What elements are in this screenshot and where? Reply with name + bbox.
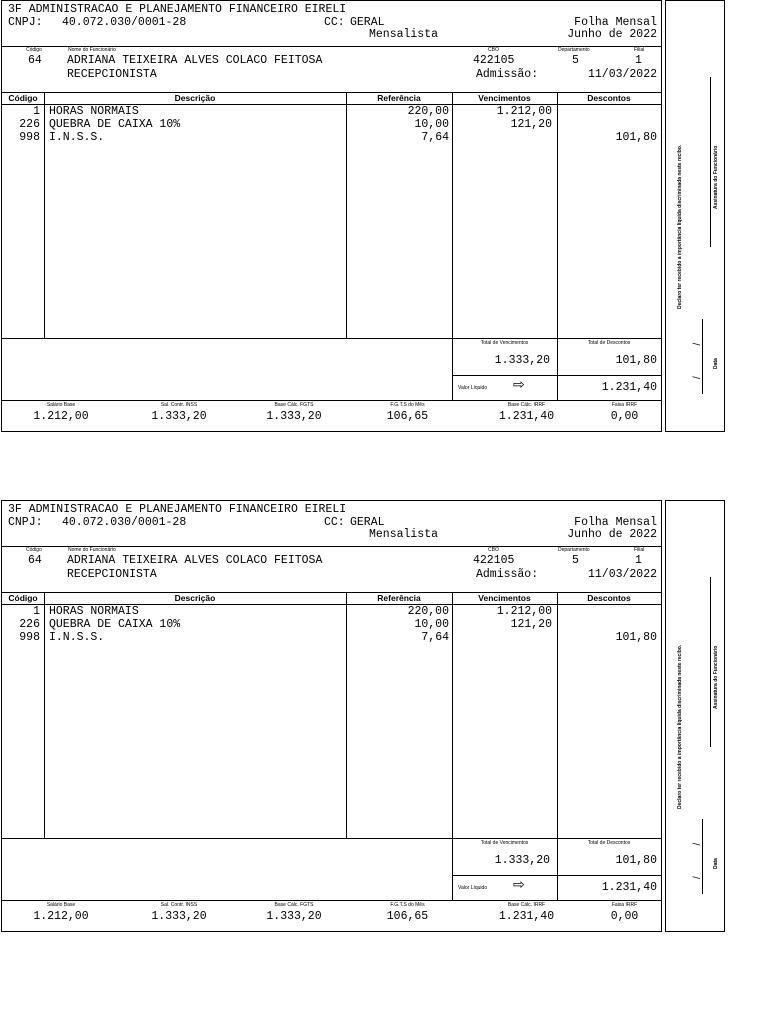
code-caption: Código <box>26 47 42 53</box>
footer-value: 1.231,40 <box>498 910 555 923</box>
row-reference: 7,64 <box>421 631 449 644</box>
payroll-type: Mensalista <box>369 528 439 541</box>
cc-label: CC: <box>324 516 345 529</box>
col-header-description: Descrição <box>174 93 216 103</box>
row-code: 998 <box>19 131 40 144</box>
cnpj-label: CNPJ: <box>8 16 43 29</box>
footer-value: 1.333,20 <box>266 910 322 923</box>
earnings-table <box>2 92 661 338</box>
net-caption: Valor Líquido <box>458 885 488 891</box>
row-reference: 7,64 <box>421 131 449 144</box>
employee-branch: 1 <box>635 54 642 67</box>
sheet-title: Folha Mensal <box>574 516 657 529</box>
footer-label: F.G.T.S do Mês <box>390 402 425 408</box>
total-deductions-caption: Total de Descontos <box>587 340 631 346</box>
row-earnings: 121,20 <box>510 118 552 131</box>
footer-value: 1.212,00 <box>33 410 89 423</box>
payslip-copy-1 <box>1 0 724 432</box>
total-deductions: 101,80 <box>615 354 657 367</box>
payslip-main <box>1 0 662 432</box>
row-description: HORAS NORMAIS <box>49 105 139 118</box>
row-reference: 220,00 <box>407 105 449 118</box>
row-description: I.N.S.S. <box>49 131 105 144</box>
col-header-reference: Referência <box>377 93 421 103</box>
col-header-code: Código <box>8 593 38 603</box>
arrow-right-icon: ⇨ <box>513 876 525 892</box>
employee-dept: 5 <box>572 54 579 67</box>
col-header-reference: Referência <box>377 593 421 603</box>
total-earnings: 1.333,20 <box>494 854 550 867</box>
total-earnings: 1.333,20 <box>494 354 550 367</box>
total-deductions-caption: Total de Descontos <box>587 840 631 846</box>
arrow-right-icon: ⇨ <box>513 376 525 392</box>
row-earnings: 1.212,00 <box>496 605 552 618</box>
footer-label: Base Cálc. FGTS <box>274 902 314 908</box>
branch-caption: Filial <box>634 47 645 53</box>
signature-caption: Assinatura do Funcionário <box>713 145 719 209</box>
signature-line <box>710 577 711 747</box>
cnpj-label: CNPJ: <box>8 516 43 529</box>
signature-line <box>710 77 711 247</box>
employee-name: ADRIANA TEIXEIRA ALVES COLACO FEITOSA <box>67 54 323 67</box>
row-code: 226 <box>19 118 40 131</box>
date-caption: Data <box>713 358 719 369</box>
period: Junho de 2022 <box>567 528 657 541</box>
signature-caption: Assinatura do Funcionário <box>713 645 719 709</box>
date-slashes: / / <box>692 328 703 379</box>
footer-label: Base Cálc. FGTS <box>274 402 314 408</box>
footer-label: Salário Base <box>46 402 76 408</box>
row-description: QUEBRA DE CAIXA 10% <box>49 118 181 131</box>
footer-label: Sal. Contr. INSS <box>160 402 198 408</box>
period: Junho de 2022 <box>567 28 657 41</box>
row-code: 1 <box>33 105 40 118</box>
admission-date: 11/03/2022 <box>587 568 657 581</box>
branch-caption: Filial <box>634 547 645 553</box>
employee-code: 64 <box>28 554 42 567</box>
row-reference: 220,00 <box>407 605 449 618</box>
receipt-declaration: Declaro ter recebido a importância líquida discriminada neste recibo. <box>677 144 683 309</box>
total-earnings-caption: Total de Vencimentos <box>480 840 529 846</box>
employee-code: 64 <box>28 54 42 67</box>
row-code: 226 <box>19 618 40 631</box>
total-earnings-caption: Total de Vencimentos <box>480 340 529 346</box>
footer-label: F.G.T.S do Mês <box>390 902 425 908</box>
cbo-caption: CBO <box>488 547 499 553</box>
employee-cbo: 422105 <box>473 54 515 67</box>
footer-label: Faixa IRRF <box>611 402 638 408</box>
employee-role: RECEPCIONISTA <box>67 568 157 581</box>
employee-cbo: 422105 <box>473 554 515 567</box>
footer-value: 1.333,20 <box>151 910 207 923</box>
employee-role: RECEPCIONISTA <box>67 68 157 81</box>
footer-label: Sal. Contr. INSS <box>160 902 198 908</box>
admission-label: Admissão: <box>476 568 539 581</box>
row-description: QUEBRA DE CAIXA 10% <box>49 618 181 631</box>
employee-dept: 5 <box>572 554 579 567</box>
footer-value: 0,00 <box>610 410 639 423</box>
col-header-deductions: Descontos <box>587 593 631 603</box>
date-caption: Data <box>713 858 719 869</box>
cnpj-value: 40.072.030/0001-28 <box>62 16 187 29</box>
cc-value: GERAL <box>350 516 385 529</box>
footer-value: 106,65 <box>386 410 429 423</box>
code-caption: Código <box>26 547 42 553</box>
footer-value: 1.333,20 <box>151 410 207 423</box>
row-deductions: 101,80 <box>615 131 657 144</box>
col-header-earnings: Vencimentos <box>478 93 531 103</box>
net-caption: Valor Líquido <box>458 385 488 391</box>
footer-value: 106,65 <box>386 910 429 923</box>
employee-name: ADRIANA TEIXEIRA ALVES COLACO FEITOSA <box>67 554 323 567</box>
receipt-stub <box>665 0 725 432</box>
company-name: 3F ADMINISTRACAO E PLANEJAMENTO FINANCEIRO EIRELI <box>8 3 347 16</box>
cbo-caption: CBO <box>488 47 499 53</box>
footer-label: Salário Base <box>46 902 76 908</box>
cc-label: CC: <box>324 16 345 29</box>
col-header-code: Código <box>8 93 38 103</box>
employee-branch: 1 <box>635 554 642 567</box>
receipt-stub <box>665 500 725 932</box>
footer-value: 1.212,00 <box>33 910 89 923</box>
net-value: 1.231,40 <box>601 881 657 894</box>
row-reference: 10,00 <box>414 118 449 131</box>
receipt-declaration: Declaro ter recebido a importância líquida discriminada neste recibo. <box>677 644 683 809</box>
row-earnings: 1.212,00 <box>496 105 552 118</box>
admission-label: Admissão: <box>476 68 539 81</box>
cc-value: GERAL <box>350 16 385 29</box>
name-caption: Nome do Funcionário <box>68 47 116 53</box>
row-description: I.N.S.S. <box>49 631 105 644</box>
col-header-deductions: Descontos <box>587 93 631 103</box>
footer-value: 0,00 <box>610 910 639 923</box>
col-header-earnings: Vencimentos <box>478 593 531 603</box>
payslip-copy-2 <box>1 500 724 932</box>
row-deductions: 101,80 <box>615 631 657 644</box>
col-header-description: Descrição <box>174 593 216 603</box>
total-deductions: 101,80 <box>615 854 657 867</box>
payslip-main <box>1 500 662 932</box>
company-name: 3F ADMINISTRACAO E PLANEJAMENTO FINANCEIRO EIRELI <box>8 503 347 516</box>
name-caption: Nome do Funcionário <box>68 547 116 553</box>
cnpj-value: 40.072.030/0001-28 <box>62 516 187 529</box>
row-description: HORAS NORMAIS <box>49 605 139 618</box>
footer-label: Base Cálc. IRRF <box>507 902 546 908</box>
row-code: 998 <box>19 631 40 644</box>
earnings-table <box>2 592 661 838</box>
date-slashes: / / <box>692 828 703 879</box>
row-reference: 10,00 <box>414 618 449 631</box>
row-code: 1 <box>33 605 40 618</box>
footer-value: 1.231,40 <box>498 410 555 423</box>
dept-caption: Departamento <box>558 547 590 553</box>
admission-date: 11/03/2022 <box>587 68 657 81</box>
footer-label: Faixa IRRF <box>611 902 638 908</box>
row-earnings: 121,20 <box>510 618 552 631</box>
footer-value: 1.333,20 <box>266 410 322 423</box>
sheet-title: Folha Mensal <box>574 16 657 29</box>
payroll-type: Mensalista <box>369 28 439 41</box>
dept-caption: Departamento <box>558 47 590 53</box>
footer-label: Base Cálc. IRRF <box>507 402 546 408</box>
net-value: 1.231,40 <box>601 381 657 394</box>
